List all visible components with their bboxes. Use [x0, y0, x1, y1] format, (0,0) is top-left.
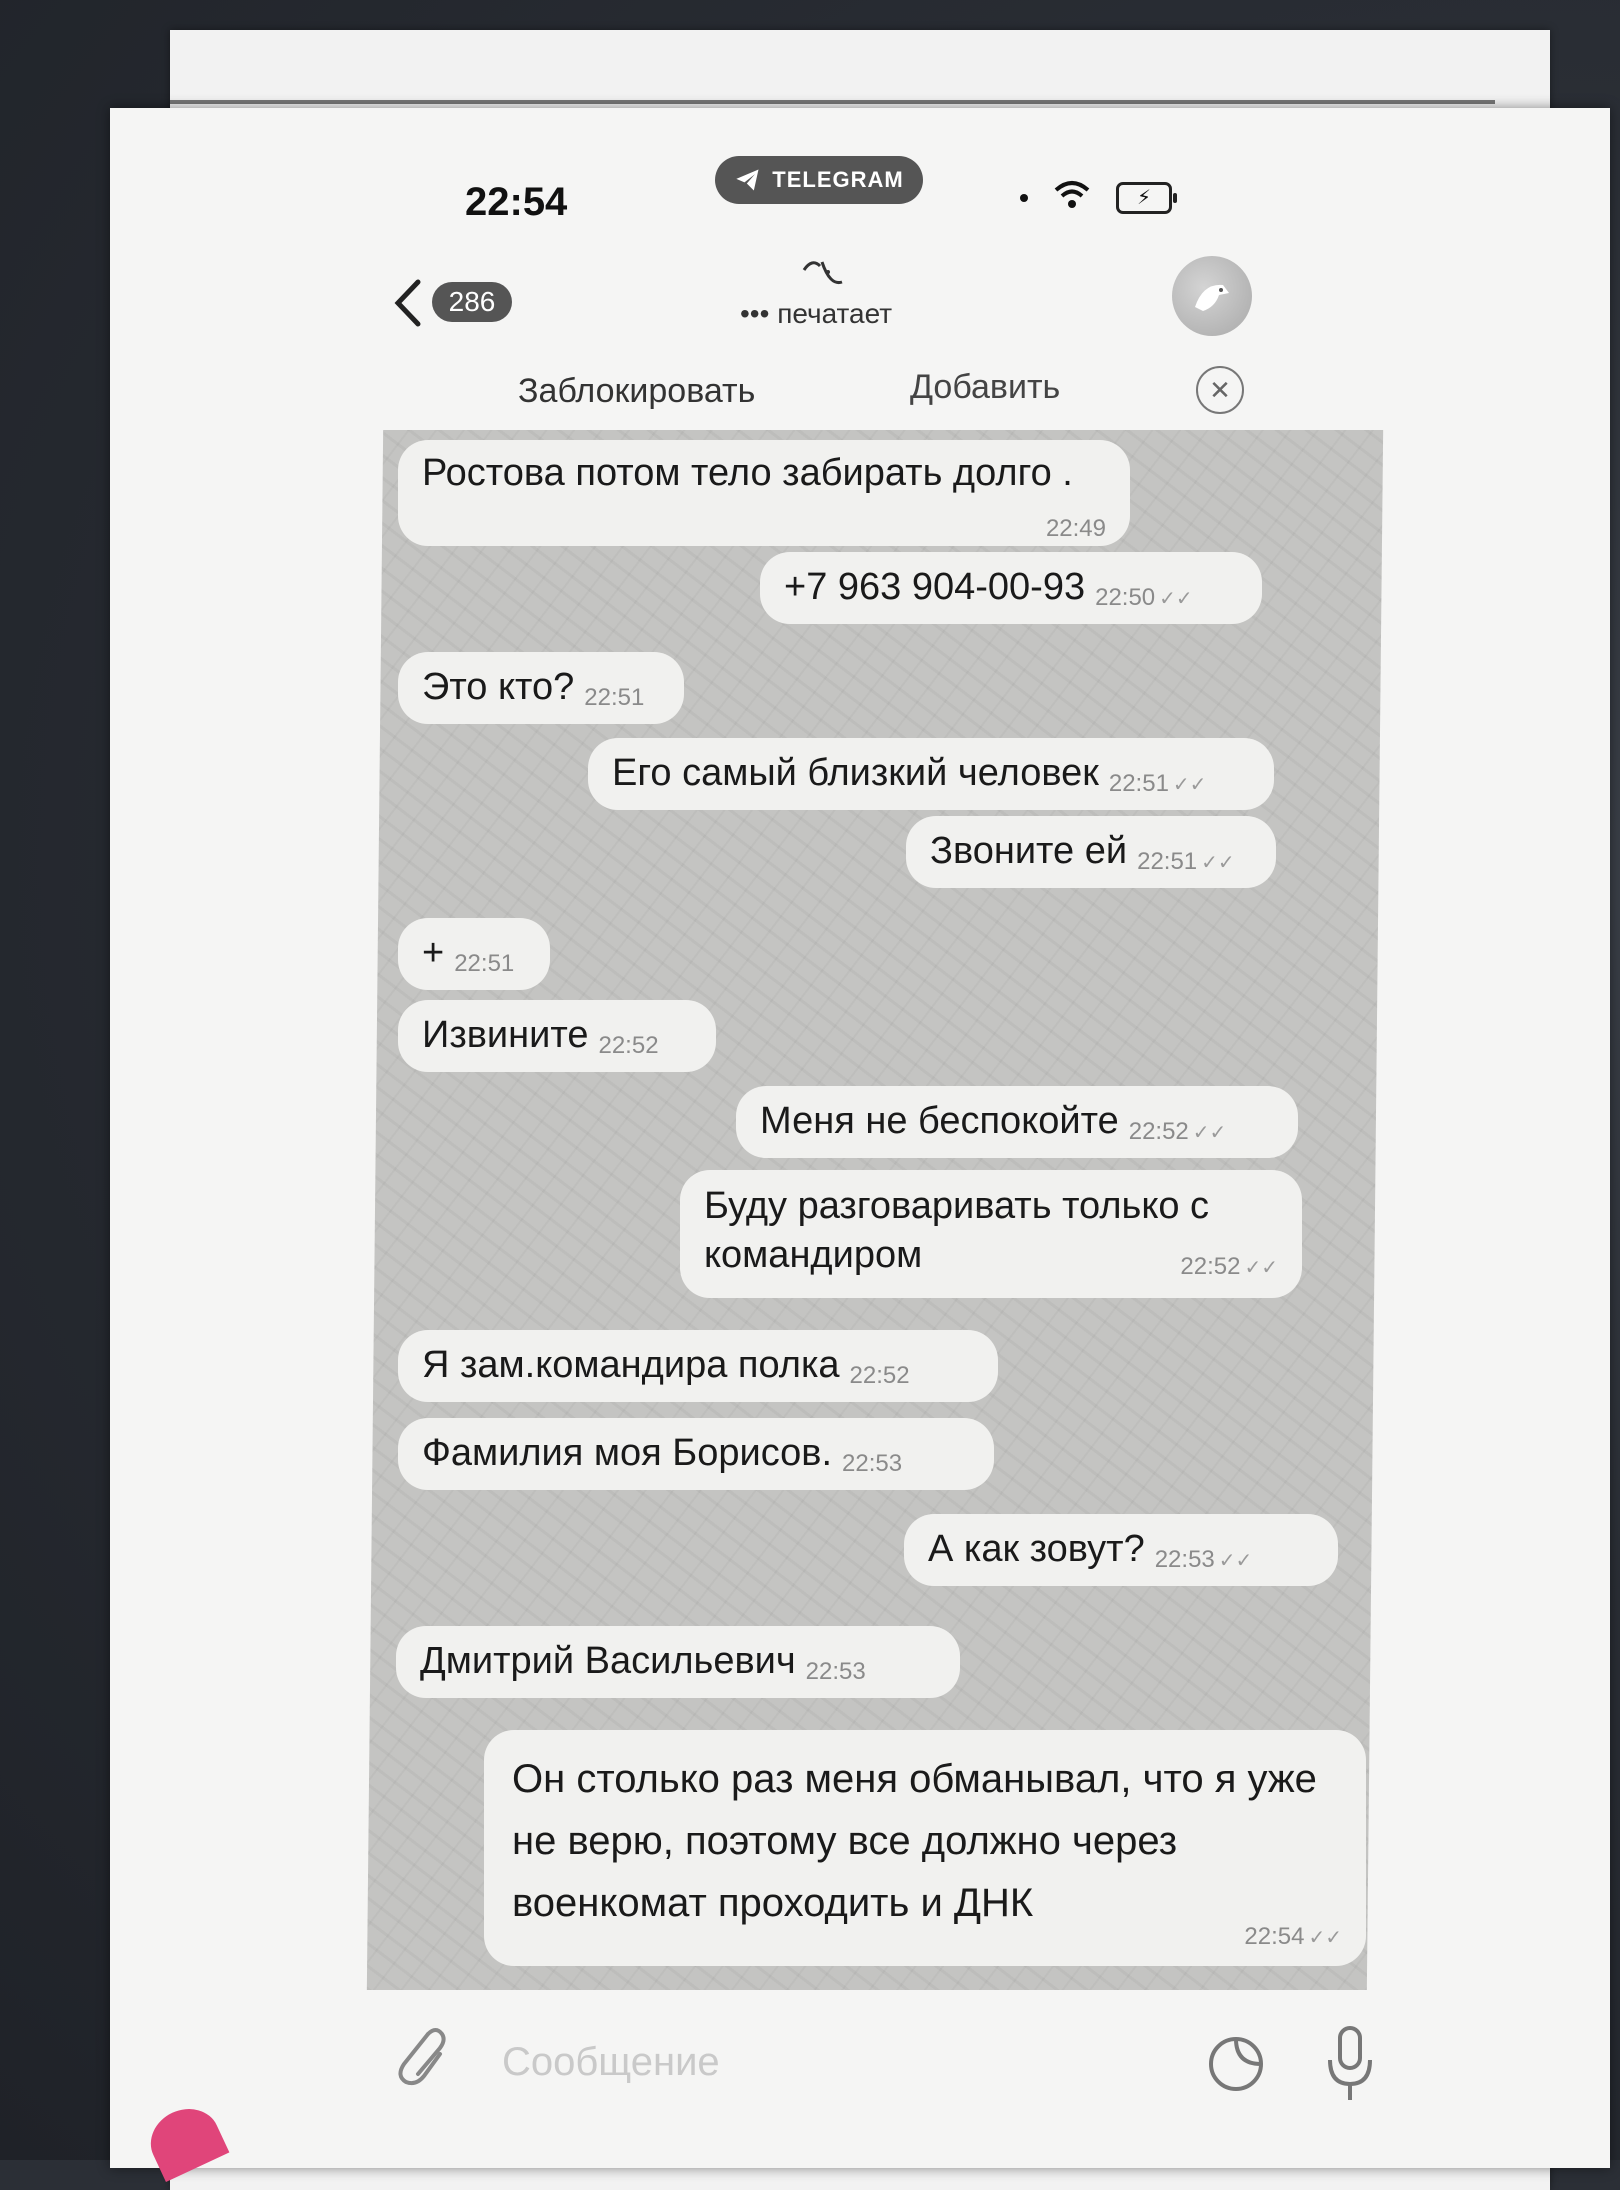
message-text: Ростова потом тело забирать долго .	[422, 452, 1073, 494]
message-bubble-incoming	[398, 1330, 998, 1402]
signal-icon	[1020, 194, 1028, 202]
block-button[interactable]: Заблокировать	[518, 372, 756, 410]
typing-status: ••• печатает	[740, 298, 893, 329]
status-icons	[1020, 180, 1172, 215]
close-circle-icon[interactable]: ✕	[1196, 366, 1244, 414]
message-time: 22:51	[454, 950, 515, 977]
message-text: Это кто?	[422, 666, 575, 708]
message-text: Буду разговаривать только с командиром	[704, 1185, 1210, 1277]
read-ticks-icon: ✓✓	[1244, 1256, 1278, 1279]
message-time: 22:53	[842, 1450, 903, 1477]
message-bubble-incoming	[398, 1000, 716, 1072]
message-time: 22:51	[1108, 770, 1169, 797]
message-text: Меня не беспокойте	[760, 1100, 1119, 1142]
message-time: 22:49	[1045, 515, 1106, 542]
status-time: 22:54	[465, 180, 568, 224]
message-text: +	[422, 932, 445, 974]
read-ticks-icon: ✓✓	[1172, 774, 1207, 796]
sticker-icon[interactable]	[1206, 2034, 1266, 2094]
message-text: Дмитрий Васильевич	[420, 1640, 796, 1682]
telegram-pill-label: TELEGRAM	[772, 167, 904, 192]
message-time: 22:50	[1095, 584, 1156, 611]
read-ticks-icon: ✓✓	[1308, 1927, 1342, 1949]
message-time: 22:53	[805, 1658, 866, 1685]
read-ticks-icon: ✓✓	[1218, 1550, 1253, 1572]
back-sheet-edge	[170, 100, 1495, 104]
add-contact-button[interactable]: Добавить	[910, 368, 1061, 406]
message-bubble-outgoing	[904, 1514, 1338, 1586]
message-time: 22:52	[598, 1032, 659, 1059]
message-bubble-incoming	[398, 918, 550, 990]
message-bubble-outgoing	[906, 816, 1276, 888]
message-input[interactable]	[500, 2036, 1104, 2088]
message-bubble-outgoing	[760, 552, 1262, 624]
avatar-bird-icon	[1189, 273, 1235, 319]
message-bubble-incoming	[398, 440, 1130, 546]
contact-name-icon	[800, 256, 846, 296]
battery-charging-icon: ⚡	[1116, 182, 1172, 214]
message-text: Фамилия моя Борисов.	[422, 1432, 833, 1474]
microphone-icon[interactable]	[1322, 2024, 1378, 2104]
message-time: 22:52	[1128, 1118, 1189, 1145]
message-text: Извините	[422, 1014, 589, 1056]
message-time: 22:54	[1244, 1923, 1305, 1950]
message-bubble-outgoing	[680, 1170, 1302, 1298]
message-bubble-incoming	[398, 652, 684, 724]
message-text: Его самый близкий человек	[612, 752, 1099, 794]
message-time: 22:51	[584, 684, 645, 711]
telegram-plane-icon	[734, 166, 762, 194]
avatar[interactable]	[1172, 256, 1252, 336]
read-ticks-icon: ✓✓	[1201, 852, 1235, 874]
telegram-pill	[715, 156, 923, 204]
message-bubble-incoming	[398, 1418, 994, 1490]
message-text: +7 963 904-00-93	[784, 566, 1086, 608]
message-text: Он столько раз меня обманывал, что я уже не верю, поэтому все должно через военкомат проходить и ДНК	[512, 1757, 1317, 1925]
back-unread-badge[interactable]: 286	[432, 282, 512, 322]
read-ticks-icon: ✓✓	[1192, 1122, 1227, 1144]
message-time: 22:53	[1154, 1546, 1215, 1573]
message-bubble-outgoing	[484, 1730, 1366, 1966]
message-bubble-incoming	[396, 1626, 960, 1698]
message-text: А как зовут?	[928, 1528, 1145, 1570]
message-text: Звоните ей	[930, 830, 1128, 872]
message-text: Я зам.командира полка	[422, 1344, 840, 1386]
message-bubble-outgoing	[588, 738, 1274, 810]
read-ticks-icon: ✓✓	[1159, 588, 1193, 610]
message-bubble-outgoing	[736, 1086, 1298, 1158]
message-time: 22:51	[1137, 848, 1198, 875]
paperclip-icon[interactable]	[388, 2020, 448, 2090]
message-time: 22:52	[849, 1362, 910, 1389]
chevron-left-icon[interactable]	[390, 278, 424, 328]
message-time: 22:52	[1180, 1252, 1241, 1280]
wifi-icon	[1052, 180, 1092, 215]
